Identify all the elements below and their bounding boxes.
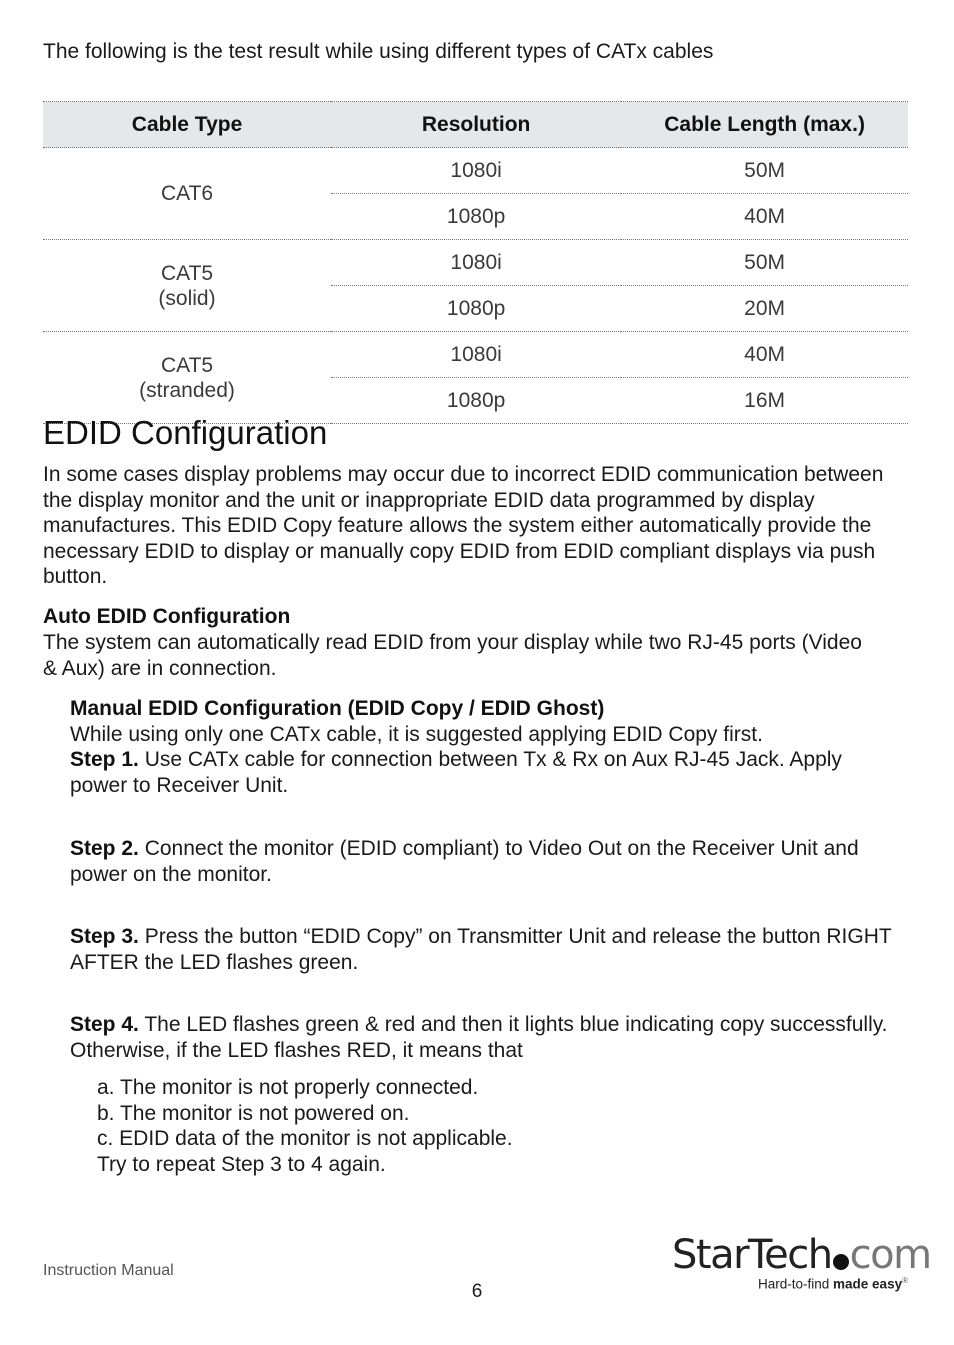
list-item: Try to repeat Step 3 to 4 again.	[97, 1152, 386, 1176]
step-label: Step 3.	[70, 925, 139, 948]
resolution-cell: 1080i	[331, 332, 621, 378]
header-resolution: Resolution	[331, 102, 621, 148]
cable-type-cell	[43, 240, 331, 332]
startech-logo	[672, 1232, 931, 1292]
cable-type: CAT5	[160, 353, 214, 377]
resolution-cell: 1080i	[331, 240, 621, 286]
table-row	[43, 240, 908, 286]
length-cell: 16M	[621, 378, 908, 424]
length-cell: 40M	[621, 194, 908, 240]
step-text: Use CATx cable for connection between Tx & Rx on Aux RJ-45 Jack. Apply power to Receiver Unit.	[70, 748, 842, 797]
cable-type-cell	[43, 332, 331, 424]
failure-list	[97, 1075, 513, 1177]
table-header-row	[43, 102, 908, 148]
footer-label: Instruction Manual	[43, 1262, 174, 1279]
cable-subtype: (stranded)	[139, 378, 235, 402]
auto-edid-heading: Auto EDID Configuration	[43, 605, 291, 628]
length-cell: 50M	[621, 240, 908, 286]
section-title: EDID Configuration	[43, 414, 328, 451]
resolution-cell: 1080p	[331, 378, 621, 424]
tagline-bold: made easy	[833, 1276, 903, 1292]
edid-description: In some cases display problems may occur due to incorrect EDID communication between the display monitor and the unit or inappropriate EDID data programmed by display manufactures. This EDID Copy feature allows the system either automatically provide the necessary EDID to display or manually copy EDID from EDID compliant displays via push button.	[43, 463, 884, 588]
table-row	[43, 332, 908, 378]
page-number: 6	[471, 1281, 483, 1302]
cable-subtype: (solid)	[158, 286, 216, 310]
step-3	[70, 924, 900, 975]
step-text: Press the button “EDID Copy” on Transmitter Unit and release the button RIGHT AFTER the LED flashes green.	[70, 925, 892, 974]
resolution-cell: 1080p	[331, 194, 621, 240]
length-cell: 40M	[621, 332, 908, 378]
cable-type-cell	[43, 148, 331, 240]
step-label: Step 2.	[70, 837, 139, 860]
logo-main: StarTech	[672, 1232, 832, 1278]
step-label: Step 4.	[70, 1013, 139, 1036]
step-4	[70, 1012, 900, 1063]
step-2	[70, 836, 900, 887]
tagline-light: Hard-to-find	[758, 1276, 834, 1292]
logo-dot-icon	[833, 1254, 849, 1270]
logo-wordmark	[672, 1232, 931, 1278]
cable-test-table	[43, 101, 908, 424]
cable-type: CAT5	[160, 261, 214, 285]
length-cell: 50M	[621, 148, 908, 194]
length-cell: 20M	[621, 286, 908, 332]
step-1	[70, 747, 900, 798]
intro-text: The following is the test result while using different types of CATx cables	[43, 40, 714, 63]
logo-suffix: com	[849, 1232, 931, 1278]
registered-mark: ®	[902, 1276, 908, 1285]
logo-tagline	[672, 1276, 908, 1292]
auto-edid-text: The system can automatically read EDID from your display while two RJ-45 ports (Video & Aux) are in connection.	[43, 631, 862, 680]
list-item: b. The monitor is not powered on.	[97, 1101, 410, 1125]
list-item: c. EDID data of the monitor is not applicable.	[97, 1127, 513, 1150]
manual-edid-intro: While using only one CATx cable, it is suggested applying EDID Copy first.	[70, 723, 763, 746]
resolution-cell: 1080i	[331, 148, 621, 194]
step-label: Step 1.	[70, 748, 139, 771]
header-cable-length: Cable Length (max.)	[621, 102, 908, 148]
resolution-cell: 1080p	[331, 286, 621, 332]
manual-edid-heading: Manual EDID Configuration (EDID Copy / EDID Ghost)	[70, 697, 605, 720]
header-cable-type: Cable Type	[43, 102, 331, 148]
list-item: a. The monitor is not properly connected.	[97, 1076, 479, 1099]
step-text: The LED flashes green & red and then it lights blue indicating copy successfully. Otherwise, if the LED flashes RED, it means that	[70, 1013, 888, 1062]
cable-type: CAT6	[160, 182, 214, 205]
table-row	[43, 148, 908, 194]
step-text: Connect the monitor (EDID compliant) to Video Out on the Receiver Unit and power on the monitor.	[70, 837, 859, 886]
